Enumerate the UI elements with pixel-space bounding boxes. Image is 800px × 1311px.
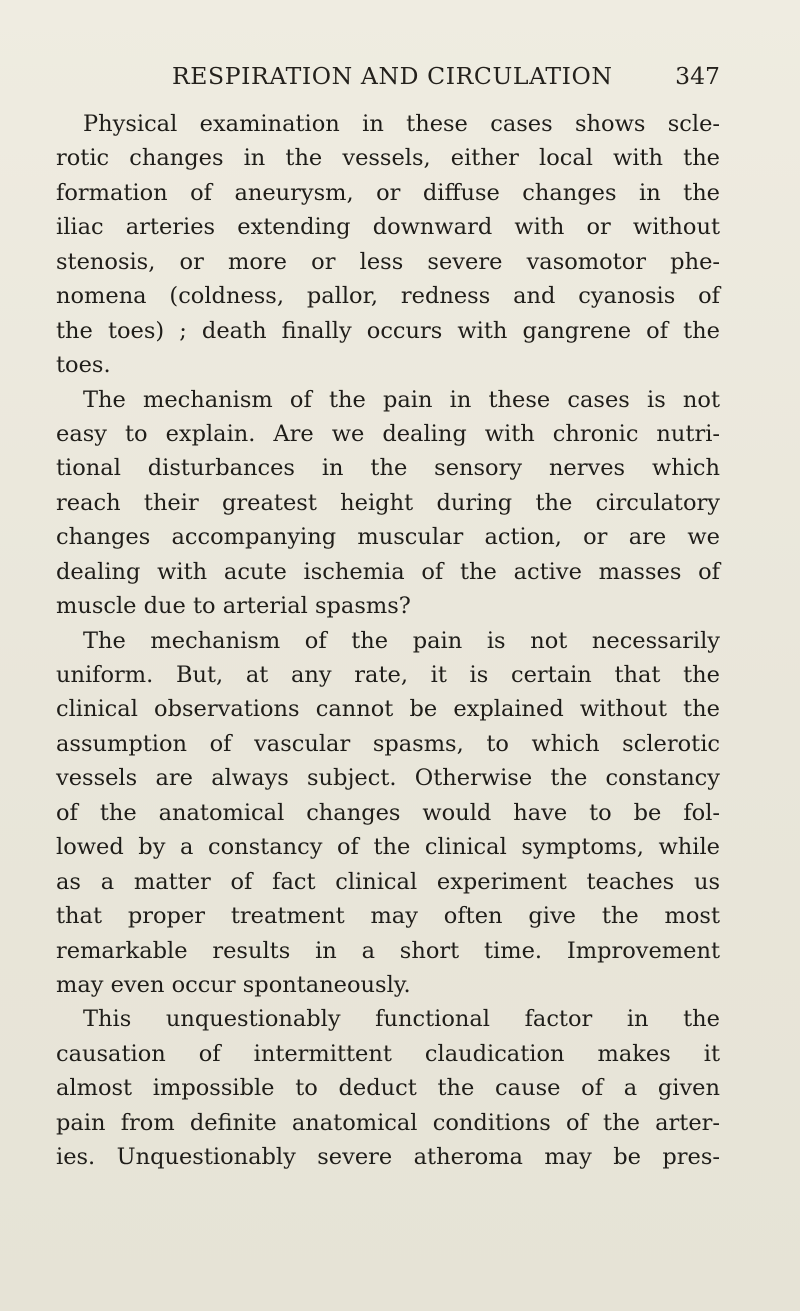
text-line: dealing with acute ischemia of the active masses of <box>56 558 720 585</box>
text-line: of the anatomical changes would have to be fol- <box>56 799 720 826</box>
text-line: the toes) ; death finally occurs with gangrene of the <box>56 317 720 344</box>
text-line: formation of aneurysm, or diffuse changes in the <box>56 179 720 206</box>
text-line: ies. Unquestionably severe atheroma may be pres- <box>56 1144 720 1171</box>
text-line: remarkable results in a short time. Improvement <box>56 937 720 964</box>
text-line: easy to explain. Are we dealing with chronic nutri- <box>56 420 720 447</box>
text-line: iliac arteries extending downward with or without <box>56 214 720 241</box>
text-line: toes. <box>56 352 111 379</box>
text-line: rotic changes in the vessels, either local with the <box>56 145 720 172</box>
body-text <box>56 107 720 1175</box>
text-line: vessels are always subject. Otherwise the constancy <box>56 765 720 792</box>
text-line: muscle due to arterial spasms? <box>56 593 411 620</box>
text-line: clinical observations cannot be explained without the <box>56 696 720 723</box>
text-line: causation of intermittent claudication makes it <box>56 1040 720 1067</box>
running-head: RESPIRATION AND CIRCULATION <box>172 62 613 90</box>
text-line: assumption of vascular spasms, to which sclerotic <box>56 730 720 757</box>
text-line: Physical examination in these cases shows scle- <box>83 111 720 137</box>
text-line: This unquestionably functional factor in the <box>83 1006 720 1033</box>
paragraph <box>56 383 720 624</box>
text-line: as a matter of fact clinical experiment teaches us <box>56 868 720 895</box>
text-line: The mechanism of the pain is not necessarily <box>83 627 720 654</box>
paragraph <box>56 624 720 1003</box>
text-line: The mechanism of the pain in these cases is not <box>83 386 720 413</box>
text-line: reach their greatest height during the circulatory <box>56 489 720 516</box>
page-header <box>172 62 720 102</box>
paragraph <box>56 107 720 383</box>
text-line: stenosis, or more or less severe vasomotor phe- <box>56 248 720 275</box>
text-line: may even occur spontaneously. <box>56 971 411 998</box>
text-line: lowed by a constancy of the clinical symptoms, while <box>56 834 720 861</box>
text-line: almost impossible to deduct the cause of a given <box>56 1075 720 1102</box>
text-line: pain from definite anatomical conditions of the arter- <box>56 1109 720 1136</box>
text-line: tional disturbances in the sensory nerves which <box>56 455 720 482</box>
page-number: 347 <box>675 62 720 90</box>
text-line: that proper treatment may often give the most <box>56 903 720 930</box>
text-line: changes accompanying muscular action, or are we <box>56 524 720 551</box>
text-line: uniform. But, at any rate, it is certain that the <box>56 662 720 688</box>
paragraph <box>56 1002 720 1174</box>
text-line: nomena (coldness, pallor, redness and cyanosis of <box>56 283 720 310</box>
